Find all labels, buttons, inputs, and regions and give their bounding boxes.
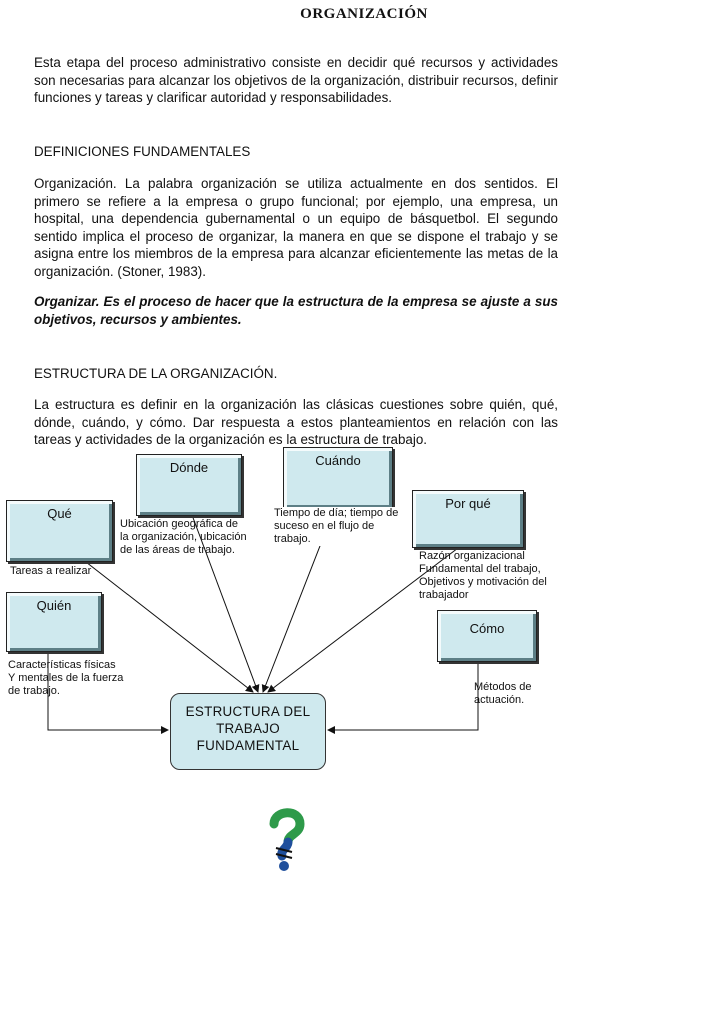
como-label: Cómo bbox=[469, 621, 505, 636]
estructura-trabajo-box: ESTRUCTURA DEL TRABAJO FUNDAMENTAL bbox=[170, 693, 326, 770]
quien-description: Características físicas Y mentales de la fuerza de trabajo. bbox=[8, 659, 124, 697]
donde-label: Dónde bbox=[169, 460, 209, 475]
quien-label: Quién bbox=[36, 598, 72, 613]
que-label: Qué bbox=[47, 506, 72, 521]
como-description: Métodos de actuación. bbox=[474, 681, 532, 706]
cuando-box bbox=[283, 447, 393, 509]
como-box bbox=[437, 610, 537, 662]
intro-paragraph: Esta etapa del proceso administrativo consiste en decidir qué recursos y actividades son necesarias para alcanzar los objetivos de la organización, distribuir recursos, definir funciones y tareas y clarificar autoridad y responsabilidades. bbox=[34, 55, 558, 105]
connector-como bbox=[328, 660, 478, 730]
por-que-label: Por qué bbox=[445, 496, 491, 511]
por-que-description: Razón organizacional Fundamental del trabajo, Objetivos y motivación del trabajador bbox=[419, 550, 547, 601]
que-description: Tareas a realizar bbox=[10, 565, 92, 577]
donde-description: Ubicación geográfica de la organización, ubicación de las áreas de trabajo. bbox=[120, 518, 247, 556]
definiciones-heading: DEFINICIONES FUNDAMENTALES bbox=[34, 144, 251, 159]
question-mark-logo-icon bbox=[262, 808, 310, 874]
quien-box bbox=[6, 592, 102, 652]
estructura-paragraph: La estructura es definir en la organización las clásicas cuestiones sobre quién, qué, dónde, cuándo, y cómo. Dar respuesta a estos planteamientos en relación con las tareas y actividades de la organización es la estructura de trabajo. bbox=[34, 397, 558, 447]
cuando-label: Cuándo bbox=[315, 453, 361, 468]
por-que-box bbox=[412, 490, 524, 548]
donde-box bbox=[136, 454, 242, 516]
estructura-heading: ESTRUCTURA DE LA ORGANIZACIÓN. bbox=[34, 366, 278, 381]
organizar-definition: Organizar. Es el proceso de hacer que la estructura de la empresa se ajuste a sus objetivos, recursos y ambientes. bbox=[34, 294, 558, 327]
cuando-description: Tiempo de día; tiempo de suceso en el flujo de trabajo. bbox=[274, 507, 399, 545]
que-box bbox=[6, 500, 113, 562]
organizacion-paragraph: Organización. La palabra organización se utiliza actualmente en dos sentidos. El primero se refiere a la empresa o grupo funcional; por ejemplo, una empresa, un hospital, una dependencia gubernamental o un equipo de básquetbol. El segundo sentido implica el proceso de organizar, la manera en que se dispone el trabajo y se asigna entre los miembros de la empresa para alcanzar eficientemente las metas de la organización. (Stoner, 1983). bbox=[34, 176, 558, 279]
page-title: ORGANIZACIÓN bbox=[300, 6, 428, 22]
